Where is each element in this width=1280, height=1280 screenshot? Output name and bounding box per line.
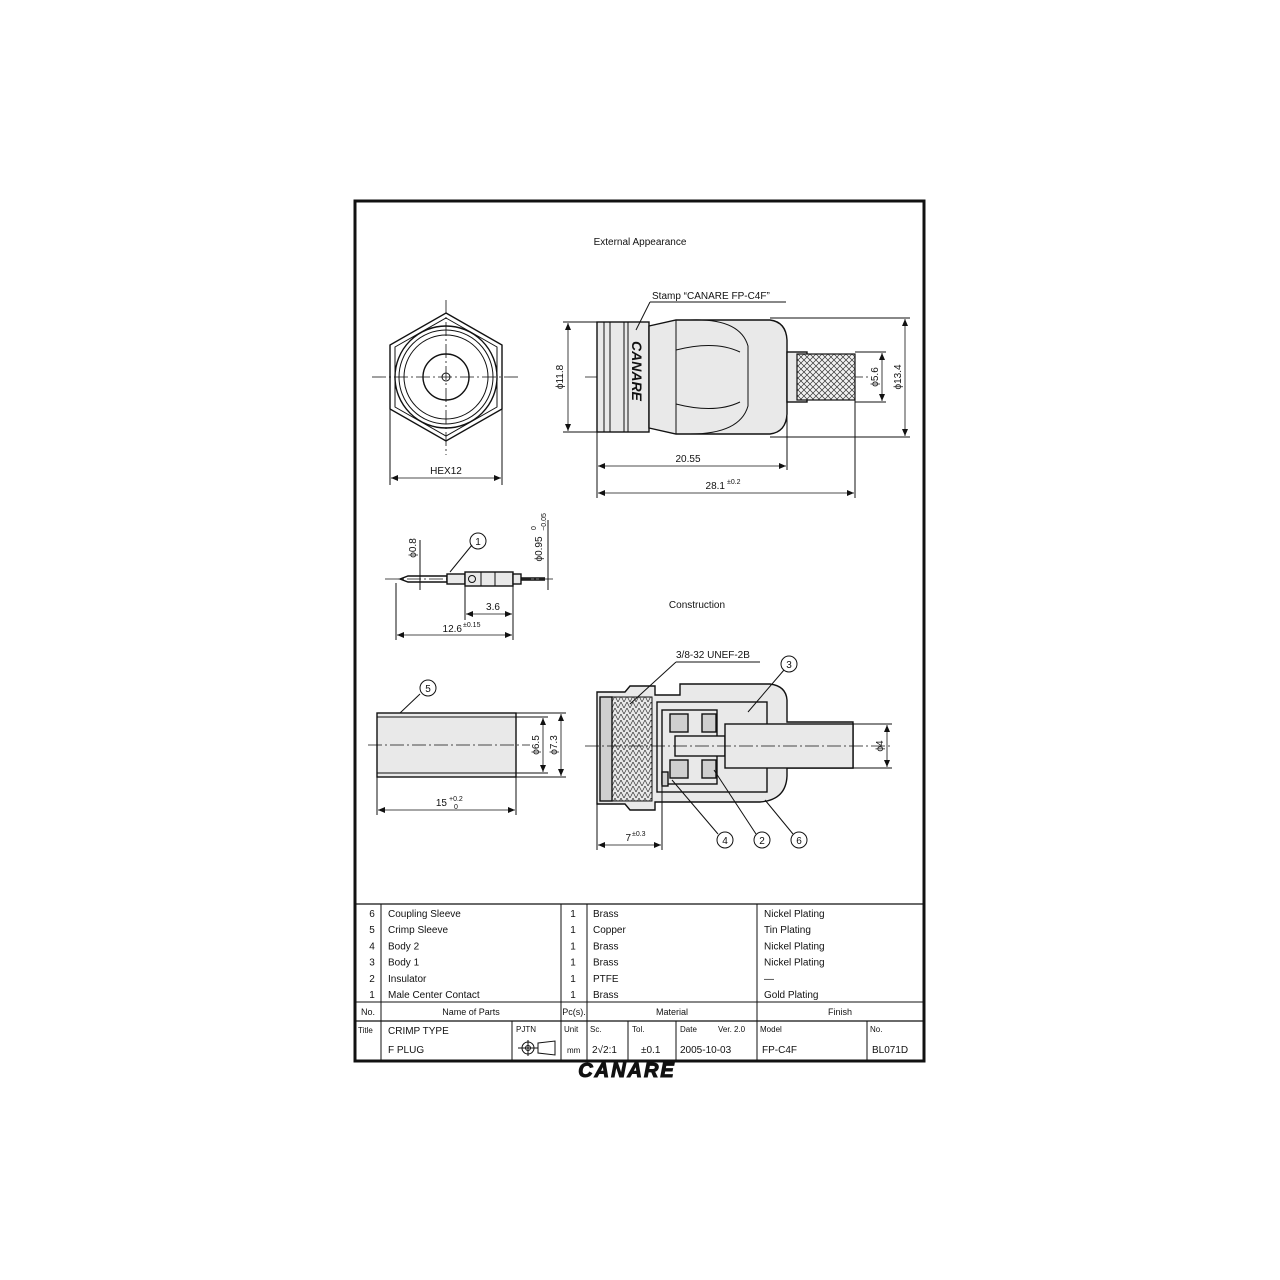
title-line2: F PLUG — [388, 1045, 425, 1056]
model-label: Model — [760, 1025, 782, 1034]
parts-row-name: Coupling Sleeve — [388, 909, 461, 920]
dim-d13-4: ϕ13.4 — [893, 364, 904, 390]
pjtn-label: PJTN — [516, 1025, 536, 1034]
thread-callout: 3/8-32 UNEF-2B — [676, 650, 750, 661]
parts-row-material: Brass — [593, 990, 619, 1001]
number-label: No. — [870, 1025, 883, 1034]
dim-len12-6: 12.6 — [442, 624, 462, 635]
dim-d11-8: ϕ11.8 — [555, 364, 566, 390]
section-title-external: External Appearance — [593, 237, 687, 248]
parts-row-no: 5 — [369, 925, 375, 937]
parts-table — [355, 904, 924, 1021]
parts-row-pcs: 1 — [570, 925, 576, 937]
unit-value: mm — [567, 1046, 581, 1055]
parts-row-material: Copper — [593, 925, 626, 937]
dim-d5-6: ϕ5.6 — [870, 367, 881, 387]
parts-row-finish: Nickel Plating — [764, 957, 825, 969]
model-value: FP-C4F — [762, 1045, 797, 1056]
part-marker-2: 2 — [759, 836, 765, 847]
parts-row-pcs: 1 — [570, 941, 576, 953]
part-marker-4: 4 — [722, 836, 728, 847]
parts-row-finish: Nickel Plating — [764, 909, 825, 920]
parts-row-finish: Gold Plating — [764, 990, 819, 1001]
parts-row-material: Brass — [593, 909, 619, 920]
dim-d7-3: ϕ7.3 — [549, 735, 560, 755]
number-value: BL071D — [872, 1045, 909, 1056]
dim-d0-8: ϕ0.8 — [408, 538, 419, 558]
parts-row-name: Crimp Sleeve — [388, 925, 449, 937]
dim-len7: 7 — [625, 833, 631, 844]
title-block — [358, 1021, 908, 1061]
parts-row-no: 4 — [369, 941, 375, 953]
parts-table-header — [361, 1007, 852, 1017]
stamp-callout: Stamp “CANARE FP-C4F” — [652, 291, 770, 302]
crimp-sleeve-view — [368, 680, 566, 815]
scale-label: Sc. — [590, 1025, 602, 1034]
ver-label: Ver. 2.0 — [718, 1025, 746, 1034]
center-contact-view — [385, 513, 553, 640]
dim-len28-1: 28.1 — [705, 481, 725, 492]
dim-len12-6-tol: ±0.15 — [463, 622, 481, 629]
parts-row-name: Male Center Contact — [388, 990, 480, 1001]
dim-hex12: HEX12 — [430, 466, 462, 477]
dim-len28-1-tol: ±0.2 — [727, 479, 741, 486]
scale-value: 2√2:1 — [592, 1045, 617, 1056]
parts-row-name: Insulator — [388, 973, 427, 985]
parts-row-finish: Tin Plating — [764, 925, 811, 937]
dim-d0-95-tol-upper: 0 — [531, 526, 538, 530]
parts-row-material: Brass — [593, 957, 619, 969]
parts-row-name: Body 1 — [388, 957, 420, 969]
parts-row-pcs: 1 — [570, 909, 576, 920]
dim-d0-95: ϕ0.95 — [534, 536, 545, 562]
projection-symbol-icon — [518, 1040, 555, 1056]
dim-len15-tol-lower: 0 — [454, 804, 458, 811]
part-marker-1: 1 — [475, 537, 481, 548]
parts-row-finish: Nickel Plating — [764, 941, 825, 953]
header-no: No. — [360, 1007, 376, 1017]
dim-len7-tol: ±0.3 — [632, 831, 646, 838]
unit-label: Unit — [564, 1025, 579, 1034]
section-title-construction: Construction — [668, 600, 726, 611]
date-label: Date — [680, 1025, 697, 1034]
parts-row-no: 2 — [369, 973, 375, 985]
dim-len3-6: 3.6 — [486, 602, 500, 613]
dim-d6-5: ϕ6.5 — [531, 735, 542, 755]
front-view-hex — [372, 300, 520, 485]
parts-row-name: Body 2 — [388, 941, 420, 953]
part-marker-6: 6 — [796, 836, 802, 847]
parts-row-no: 3 — [369, 957, 375, 969]
construction-section — [585, 650, 892, 850]
date-value: 2005-10-03 — [680, 1045, 732, 1056]
parts-row-finish: — — [764, 973, 774, 985]
header-finish: Finish — [827, 1007, 853, 1017]
parts-row-pcs: 1 — [570, 957, 576, 969]
parts-row-no: 1 — [369, 990, 375, 1001]
dim-d0-95-tol-lower: −0.05 — [541, 513, 548, 531]
dim-len20-55: 20.55 — [675, 454, 701, 465]
header-pcs: Pc(s). — [562, 1007, 586, 1017]
parts-row-pcs: 1 — [570, 990, 576, 1001]
parts-table-rows — [369, 909, 824, 1001]
tol-value: ±0.1 — [641, 1045, 661, 1056]
parts-row-no: 6 — [369, 909, 375, 920]
header-name: Name of Parts — [442, 1007, 500, 1017]
parts-row-pcs: 1 — [570, 973, 576, 985]
tol-label: Tol. — [632, 1025, 645, 1034]
canare-logo: CANARE — [578, 1060, 676, 1082]
title-label: Title — [358, 1026, 373, 1035]
header-material: Material — [655, 1007, 689, 1017]
part-marker-5: 5 — [425, 684, 431, 695]
parts-row-material: PTFE — [593, 973, 619, 985]
dim-len15-tol-upper: +0.2 — [449, 796, 463, 803]
title-line1: CRIMP TYPE — [388, 1026, 449, 1037]
parts-row-material: Brass — [593, 941, 619, 953]
side-view — [555, 291, 910, 498]
dim-len15: 15 — [435, 798, 447, 809]
dim-d4: ϕ4 — [875, 740, 886, 752]
part-marker-3: 3 — [786, 660, 792, 671]
stamp-mark: CANARE — [629, 341, 645, 401]
